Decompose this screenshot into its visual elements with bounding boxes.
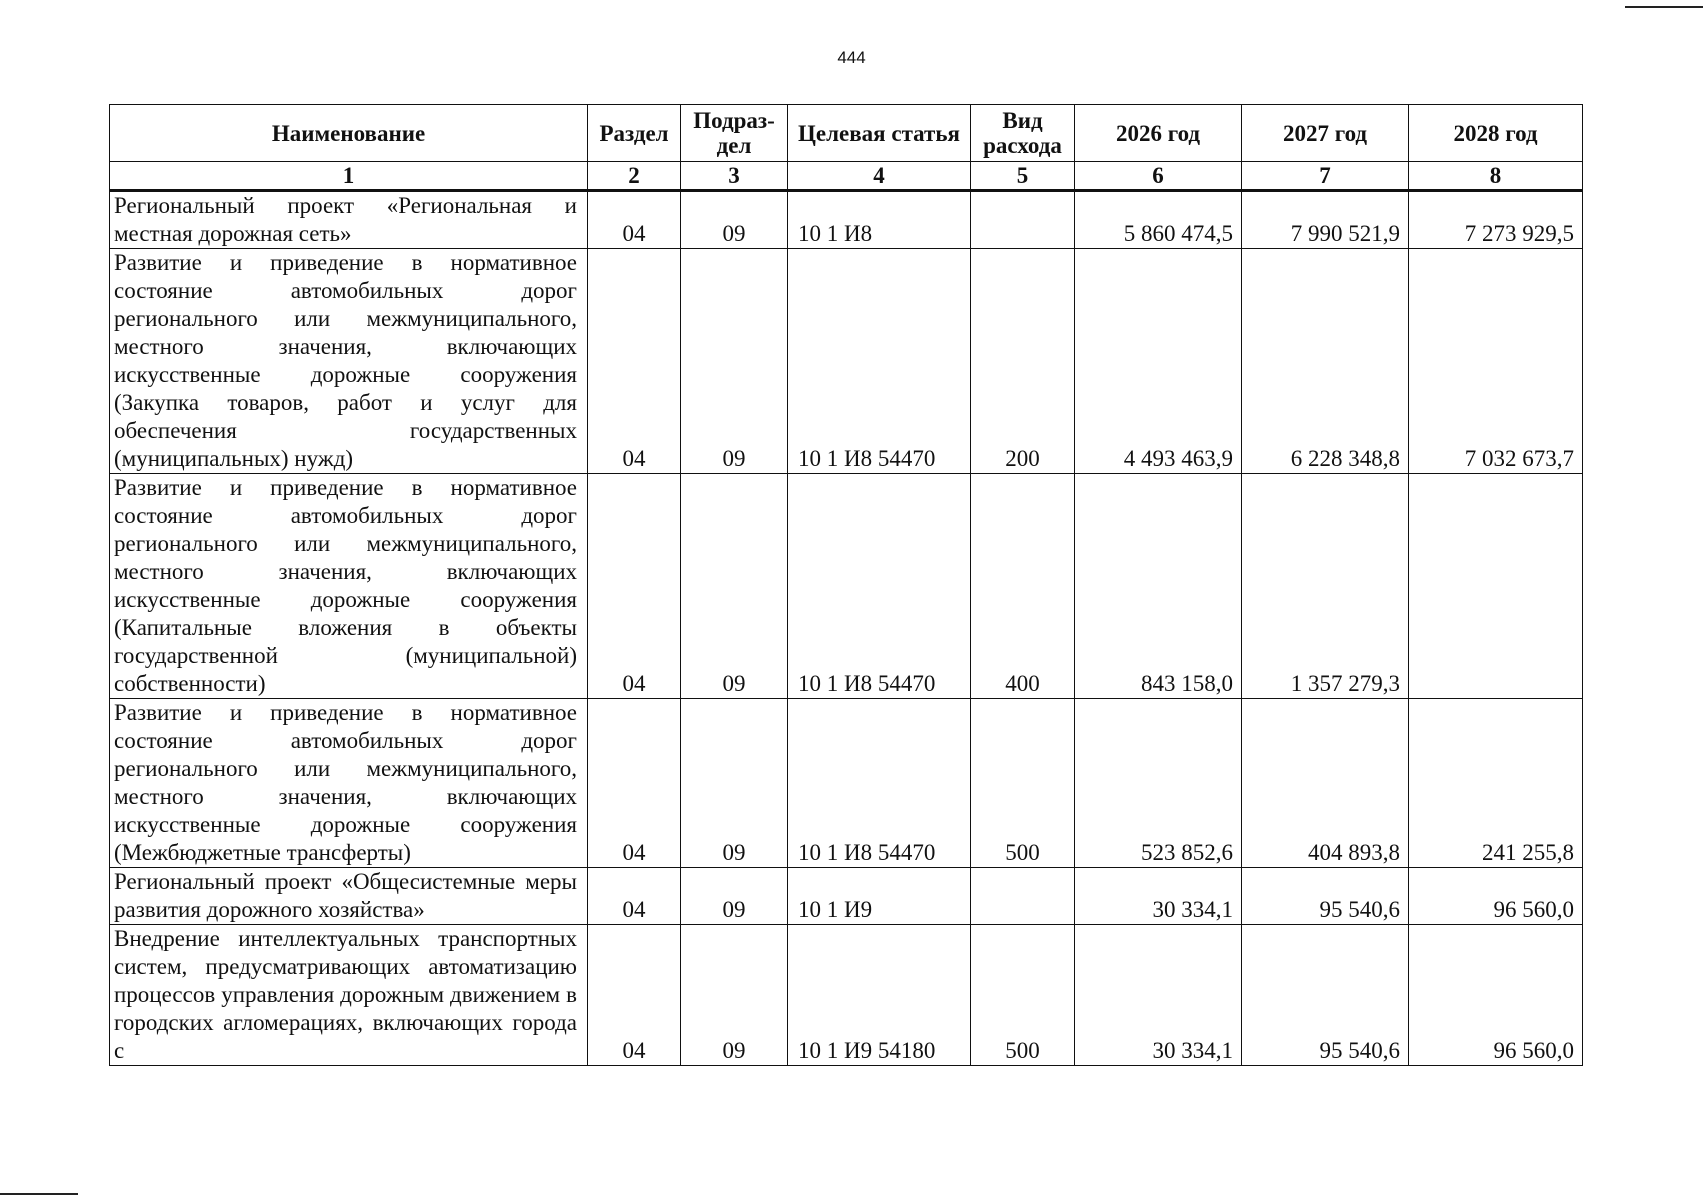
table-row — [110, 699, 1583, 868]
row-target: 10 1 И9 — [788, 868, 971, 925]
table-row — [110, 925, 1583, 1066]
row-amount-2027: 95 540,6 — [1242, 868, 1409, 925]
row-name: Развитие и приведение в нормативное состояние автомобильных дорог регионального или межмуниципального, местного значения, включающих искусственные дорожные сооружения (Межбюджетные трансферты) — [110, 699, 588, 868]
row-amount-2026: 5 860 474,5 — [1075, 191, 1242, 249]
row-amount-2027: 7 990 521,9 — [1242, 191, 1409, 249]
row-razdel: 04 — [588, 925, 681, 1066]
column-number-row — [110, 162, 1583, 191]
row-podrazdel: 09 — [681, 249, 788, 474]
scan-artifact-bottom-left — [0, 1193, 78, 1195]
row-amount-2028: 7 273 929,5 — [1409, 191, 1583, 249]
row-name: Внедрение интеллектуальных транспортных систем, предусматривающих автоматизацию процессов управления дорожным движением в городских агломерациях, включающих города с — [110, 925, 588, 1066]
row-podrazdel: 09 — [681, 925, 788, 1066]
row-amount-2027: 6 228 348,8 — [1242, 249, 1409, 474]
row-vid: 500 — [971, 699, 1075, 868]
table-row — [110, 474, 1583, 699]
column-number: 6 — [1075, 162, 1242, 191]
row-razdel: 04 — [588, 249, 681, 474]
row-amount-2026: 523 852,6 — [1075, 699, 1242, 868]
row-podrazdel: 09 — [681, 699, 788, 868]
row-name: Развитие и приведение в нормативное состояние автомобильных дорог регионального или межмуниципального, местного значения, включающих искусственные дорожные сооружения (Капитальные вложения в объекты государственной (муниципальной) собственности) — [110, 474, 588, 699]
header-target: Целевая статья — [788, 105, 971, 162]
row-podrazdel: 09 — [681, 474, 788, 699]
row-vid — [971, 868, 1075, 925]
header-name: Наименование — [110, 105, 588, 162]
row-name: Региональный проект «Региональная и местная дорожная сеть» — [110, 191, 588, 249]
header-podrazdel: Подраз-дел — [681, 105, 788, 162]
budget-table — [109, 104, 1583, 1066]
scan-artifact-top-right — [1625, 6, 1703, 8]
row-name: Региональный проект «Общесистемные меры развития дорожного хозяйства» — [110, 868, 588, 925]
row-target: 10 1 И8 — [788, 191, 971, 249]
column-number: 7 — [1242, 162, 1409, 191]
row-amount-2027: 1 357 279,3 — [1242, 474, 1409, 699]
row-amount-2028: 96 560,0 — [1409, 868, 1583, 925]
column-number: 4 — [788, 162, 971, 191]
header-2027: 2027 год — [1242, 105, 1409, 162]
row-amount-2028: 241 255,8 — [1409, 699, 1583, 868]
row-amount-2028 — [1409, 474, 1583, 699]
column-number: 2 — [588, 162, 681, 191]
row-razdel: 04 — [588, 868, 681, 925]
column-number: 1 — [110, 162, 588, 191]
row-amount-2026: 843 158,0 — [1075, 474, 1242, 699]
row-vid — [971, 191, 1075, 249]
table-row — [110, 191, 1583, 249]
header-2028: 2028 год — [1409, 105, 1583, 162]
row-amount-2026: 30 334,1 — [1075, 925, 1242, 1066]
row-podrazdel: 09 — [681, 191, 788, 249]
row-podrazdel: 09 — [681, 868, 788, 925]
row-amount-2027: 404 893,8 — [1242, 699, 1409, 868]
row-name: Развитие и приведение в нормативное состояние автомобильных дорог регионального или межмуниципального, местного значения, включающих искусственные дорожные сооружения (Закупка товаров, работ и услуг для обеспечения государственных (муниципальных) нужд) — [110, 249, 588, 474]
header-razdel: Раздел — [588, 105, 681, 162]
header-row — [110, 105, 1583, 162]
row-vid: 500 — [971, 925, 1075, 1066]
row-target: 10 1 И8 54470 — [788, 249, 971, 474]
row-razdel: 04 — [588, 699, 681, 868]
table-row — [110, 868, 1583, 925]
row-amount-2027: 95 540,6 — [1242, 925, 1409, 1066]
row-amount-2028: 96 560,0 — [1409, 925, 1583, 1066]
header-2026: 2026 год — [1075, 105, 1242, 162]
column-number: 3 — [681, 162, 788, 191]
header-vid: Вид расхода — [971, 105, 1075, 162]
row-target: 10 1 И8 54470 — [788, 474, 971, 699]
row-amount-2028: 7 032 673,7 — [1409, 249, 1583, 474]
row-razdel: 04 — [588, 474, 681, 699]
table-row — [110, 249, 1583, 474]
page-number: 444 — [837, 48, 866, 67]
row-amount-2026: 4 493 463,9 — [1075, 249, 1242, 474]
row-amount-2026: 30 334,1 — [1075, 868, 1242, 925]
row-target: 10 1 И9 54180 — [788, 925, 971, 1066]
column-number: 5 — [971, 162, 1075, 191]
column-number: 8 — [1409, 162, 1583, 191]
row-vid: 400 — [971, 474, 1075, 699]
row-vid: 200 — [971, 249, 1075, 474]
row-target: 10 1 И8 54470 — [788, 699, 971, 868]
row-razdel: 04 — [588, 191, 681, 249]
